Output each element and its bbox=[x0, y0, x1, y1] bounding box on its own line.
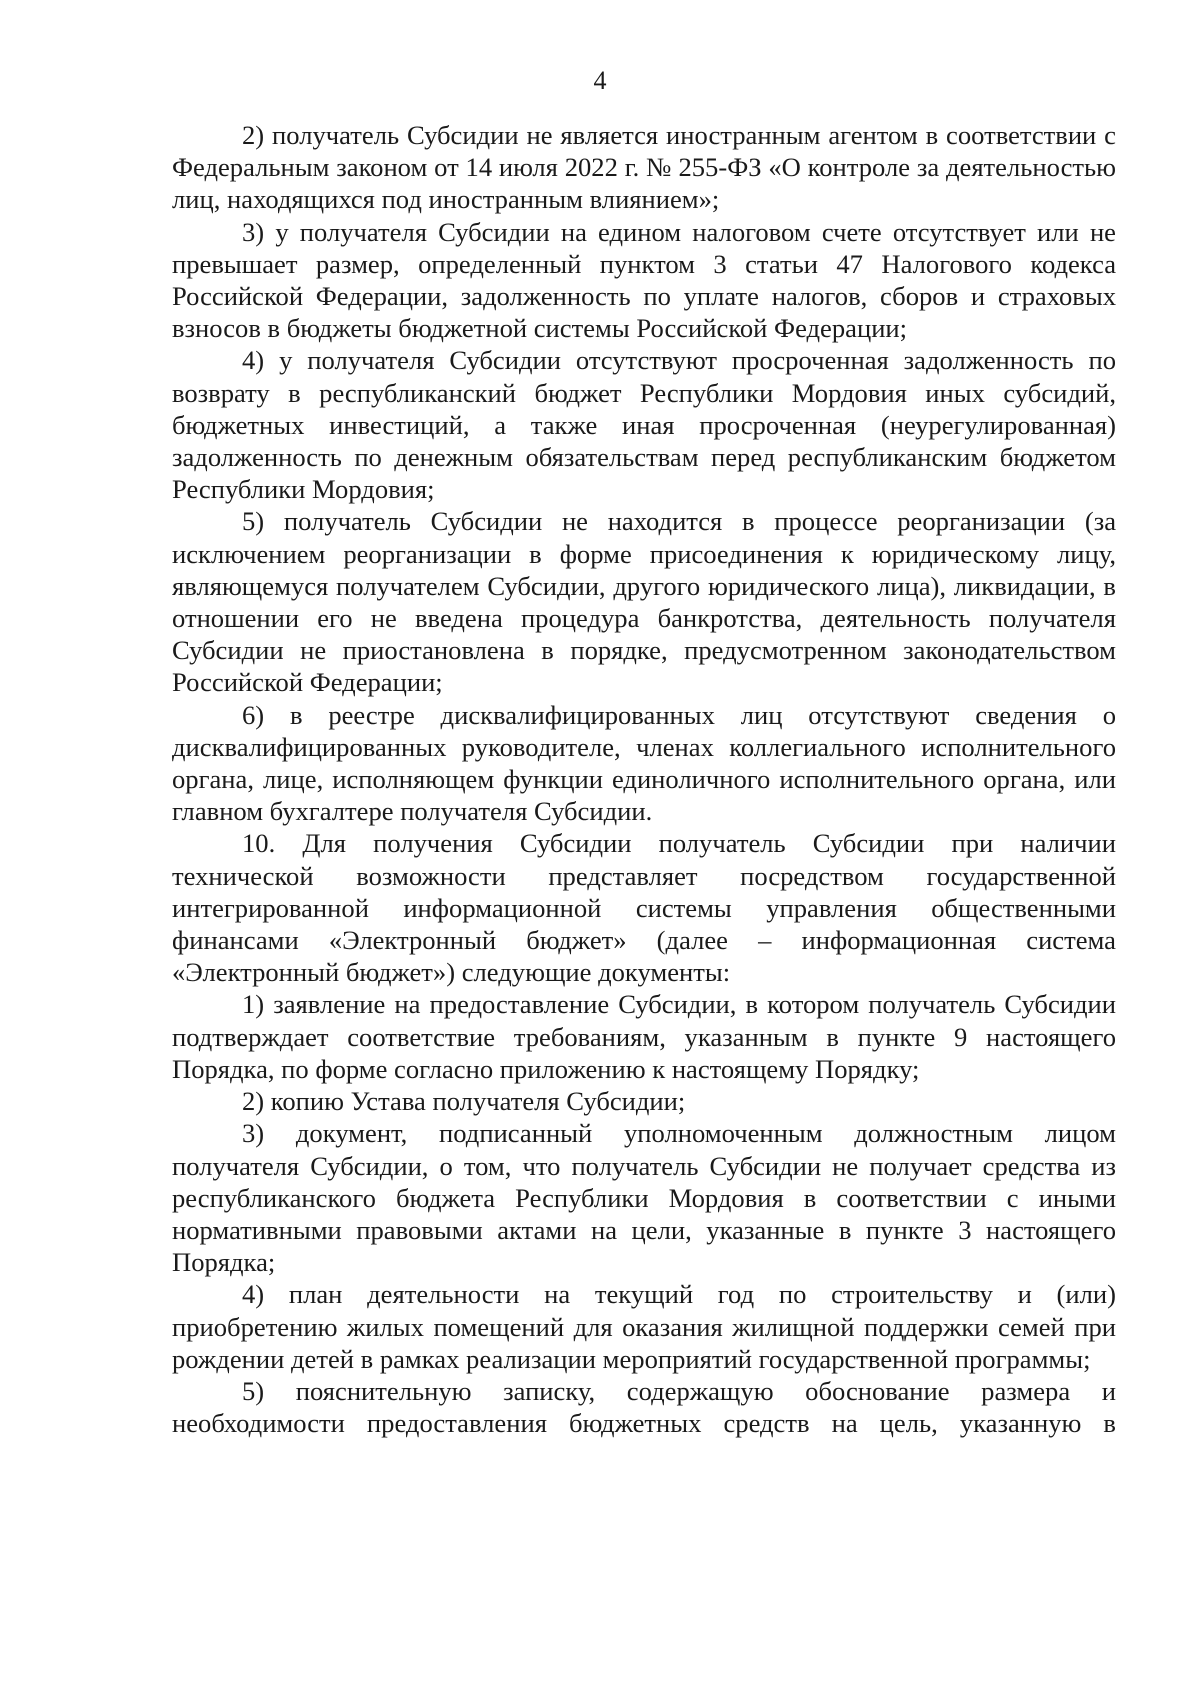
paragraph-3-tax-debt: 3) у получателя Субсидии на едином налоговом счете отсутствует или не превышает размер, определенный пунктом 3 статьи 47 Налогового кодекса Российской Федерации, задолженность по уплате налогов, сборов и страховых взносов в бюджеты бюджетной системы Российской Федерации; bbox=[172, 216, 1116, 344]
paragraph-10-documents-list: 10. Для получения Субсидии получатель Субсидии при наличии технической возможности представляет посредством государственной интегрированной информационной системы управления общественными финансами «Электронный бюджет» (далее – информационная система «Электронный бюджет») следующие документы: bbox=[172, 828, 1116, 988]
paragraph-2-foreign-agent: 2) получатель Субсидии не является иностранным агентом в соответствии с Федеральным законом от 14 июля 2022 г. № 255-ФЗ «О контроле за деятельностью лиц, находящихся под иностранным влиянием»; bbox=[172, 120, 1116, 215]
paragraph-5-reorganization: 5) получатель Субсидии не находится в процессе реорганизации (за исключением реорганизации в форме присоединения к юридическому лицу, являющемуся получателем Субсидии, другого юридического лица), ликвидации, в отношении его не введена процедура банкротства, деятельность получателя Субсидии не приостановлена в порядке, предусмотренном законодательством Российской Федерации; bbox=[172, 506, 1116, 698]
paragraph-3-signed-document: 3) документ, подписанный уполномоченным должностным лицом получателя Субсидии, о том, что получатель Субсидии не получает средства из республиканского бюджета Республики Мордовия в соответствии с иными нормативными правовыми актами на цели, указанные в пункте 3 настоящего Порядка; bbox=[172, 1118, 1116, 1278]
paragraph-6-disqualified-persons: 6) в реестре дисквалифицированных лиц отсутствуют сведения о дисквалифицированных руководителе, членах коллегиального исполнительного органа, лице, исполняющем функции единоличного исполнительного органа, или главном бухгалтере получателя Субсидии. bbox=[172, 699, 1116, 827]
page-number: 4 bbox=[593, 66, 607, 95]
paragraph-1-application: 1) заявление на предоставление Субсидии, в котором получатель Субсидии подтверждает соответствие требованиям, указанным в пункте 9 настоящего Порядка, по форме согласно приложению к настоящему Порядку; bbox=[172, 989, 1116, 1084]
paragraph-4-activity-plan: 4) план деятельности на текущий год по строительству и (или) приобретению жилых помещений для оказания жилищной поддержки семей при рождении детей в рамках реализации мероприятий государственной программы; bbox=[172, 1279, 1116, 1374]
paragraph-4-overdue-debt: 4) у получателя Субсидии отсутствуют просроченная задолженность по возврату в республиканский бюджет Республики Мордовия иных субсидий, бюджетных инвестиций, а также иная просроченная (неурегулированная) задолженность по денежным обязательствам перед республиканским бюджетом Республики Мордовия; bbox=[172, 345, 1116, 505]
paragraph-2-charter-copy: 2) копию Устава получателя Субсидии; bbox=[242, 1086, 686, 1117]
paragraph-5-explanatory-note: 5) пояснительную записку, содержащую обоснование размера и необходимости предоставления бюджетных средств на цель, указанную в bbox=[172, 1375, 1116, 1439]
document-body bbox=[172, 119, 1116, 1439]
